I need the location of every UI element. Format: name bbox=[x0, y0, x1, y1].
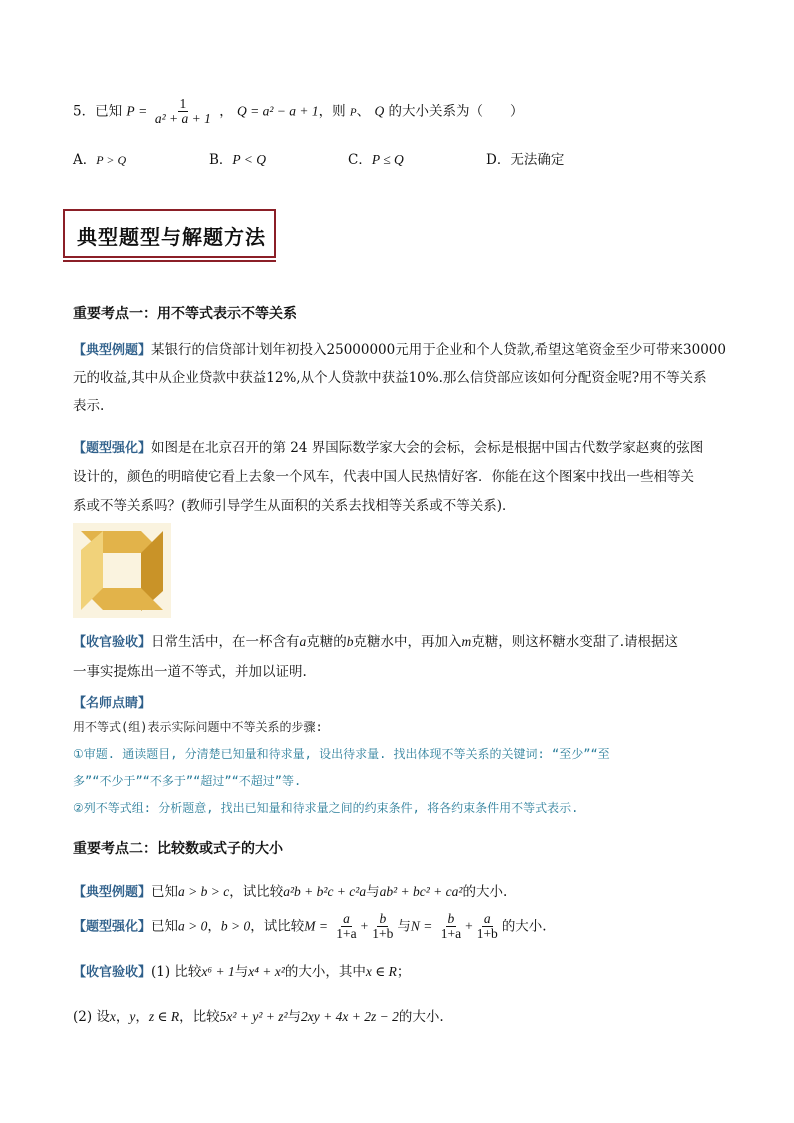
option-c bbox=[348, 148, 404, 168]
var-a: a bbox=[299, 634, 307, 649]
fraction-denominator: a² + a + 1 bbox=[154, 111, 211, 127]
math-eq: = bbox=[138, 103, 147, 119]
question-number: 5． bbox=[73, 103, 96, 120]
option-b bbox=[209, 148, 266, 168]
math-q-expr: Q = a² − a + 1 bbox=[236, 103, 319, 119]
var-b: b bbox=[346, 634, 354, 649]
point1-check-line1 bbox=[73, 630, 678, 650]
point1-example-line2: 元的收益,其中从企业贷款中获益12%,从个人贷款中获益10%.那么信贷部应该如何分配资金呢?用不等关系 bbox=[73, 370, 707, 386]
fraction-numerator: 1 bbox=[179, 96, 187, 111]
check-text: (2) 设 bbox=[73, 1009, 110, 1025]
math-expr1: x⁶ + 1 bbox=[201, 964, 235, 979]
strength-text: 的大小. bbox=[501, 918, 547, 935]
point2-example bbox=[73, 880, 507, 900]
separator: ， bbox=[135, 1009, 149, 1025]
fraction-b bbox=[370, 912, 395, 942]
fraction-numerator: a bbox=[483, 911, 491, 926]
check-text: 的大小. bbox=[398, 1009, 444, 1025]
tips-step1-line1: ①审题. 通读题目, 分清楚已知量和待求量, 设出待求量. 找出体现不等关系的关键词: “至少”“至 bbox=[73, 747, 610, 761]
var-z: z ∈ R bbox=[148, 1009, 180, 1024]
question-5 bbox=[73, 97, 524, 127]
example-text: 已知 bbox=[151, 884, 179, 900]
check-text: (1) 比较 bbox=[151, 964, 202, 980]
figure-center-square bbox=[111, 560, 133, 581]
check-text: ； bbox=[396, 964, 411, 980]
var-x: x bbox=[109, 1009, 116, 1024]
check-text: 克糖，则这杯糖水变甜了.请根据这 bbox=[471, 634, 679, 650]
math-q: Q bbox=[374, 103, 385, 119]
fraction-denominator: 1+b bbox=[372, 926, 394, 942]
fraction-denominator: 1+a bbox=[336, 926, 357, 942]
strength-text: 如图是在北京召开的第 24 界国际数学家大会的会标，会标是根据中国古代数学家赵爽的弦图 bbox=[151, 440, 704, 456]
separator: ， bbox=[207, 918, 221, 935]
math-expr2: ab² + bc² + ca² bbox=[379, 884, 463, 899]
point1-strength-line2: 设计的，颜色的明暗使它看上去象一个风车，代表中国人民热情好客．你能在这个图案中找出一些相等关 bbox=[73, 469, 694, 485]
fraction-numerator: a bbox=[343, 911, 350, 926]
check-text: 克糖水中，再加入 bbox=[353, 634, 462, 650]
fraction-denominator: 1+a bbox=[440, 926, 462, 942]
example-tag: 【典型例题】 bbox=[73, 343, 152, 358]
fraction-denominator: 1+b bbox=[476, 926, 498, 942]
math-cond: x ∈ R bbox=[365, 964, 397, 979]
option-label: D． bbox=[486, 152, 511, 168]
math-cond2: b > 0 bbox=[220, 918, 251, 934]
var-y: y bbox=[129, 1009, 136, 1024]
option-label: C． bbox=[348, 152, 372, 168]
question-suffix: 的大小关系为（ ） bbox=[384, 103, 524, 120]
math-expr2: x⁴ + x² bbox=[248, 964, 285, 979]
comma: ， bbox=[219, 103, 233, 120]
tips-step1-line2: 多”“不少于”“不多于”“超过”“不超过”等. bbox=[73, 774, 302, 788]
point1-strength-line1 bbox=[73, 436, 703, 456]
point2-strength bbox=[73, 912, 547, 942]
math-expr1: a²b + b²c + c²a bbox=[283, 884, 367, 899]
fraction-p bbox=[153, 97, 213, 127]
check-text: 的大小，其中 bbox=[284, 964, 366, 980]
check-text: 与 bbox=[287, 1009, 302, 1025]
check-text: 克糖的 bbox=[306, 634, 347, 650]
point1-check-line2: 一事实提炼出一道不等式，并加以证明. bbox=[73, 664, 307, 680]
strength-text: ，试比较 bbox=[250, 918, 305, 935]
math-n: N = bbox=[410, 918, 433, 934]
strength-text: 与 bbox=[397, 918, 411, 935]
fraction-a bbox=[334, 912, 358, 942]
math-m: M = bbox=[304, 918, 328, 934]
strength-tag: 【题型强化】 bbox=[73, 919, 152, 935]
option-expr: 无法确定 bbox=[510, 152, 565, 168]
example-text: 与 bbox=[366, 884, 380, 900]
option-label: B． bbox=[209, 152, 233, 168]
example-text: 某银行的信贷部计划年初投入25000000元用于企业和个人贷款,希望这笔资金至少可带来30000 bbox=[151, 342, 726, 358]
tips-tag: 【名师点睛】 bbox=[73, 696, 152, 711]
fraction-numerator: b bbox=[379, 911, 387, 926]
check-text: 日常生活中，在一杯含有 bbox=[151, 634, 300, 650]
option-expr: P < Q bbox=[232, 152, 267, 167]
point1-example-line3: 表示. bbox=[73, 398, 105, 414]
point1-example-line1 bbox=[73, 338, 726, 358]
var-m: m bbox=[461, 634, 472, 649]
point2-check2 bbox=[73, 1005, 444, 1025]
strength-tag: 【题型强化】 bbox=[73, 441, 152, 456]
section-header-box bbox=[63, 209, 276, 258]
separator: 、 bbox=[356, 103, 371, 120]
fraction-numerator: b bbox=[447, 911, 455, 926]
example-text: ，试比较 bbox=[229, 884, 284, 900]
math-expr2: 2xy + 4x + 2z − 2 bbox=[301, 1009, 399, 1024]
point2-heading: 重要考点二：比较数或式子的大小 bbox=[73, 841, 283, 857]
section-title: 典型题型与解题方法 bbox=[77, 225, 266, 249]
option-label: A． bbox=[73, 152, 97, 168]
check-text: ，比较 bbox=[179, 1009, 220, 1025]
question-text: 已知 bbox=[95, 103, 123, 120]
point1-heading: 重要考点一：用不等式表示不等关系 bbox=[73, 306, 297, 322]
math-cond1: a > 0 bbox=[178, 918, 208, 934]
check-tag: 【收官验收】 bbox=[73, 635, 152, 650]
check-text: 与 bbox=[234, 964, 249, 980]
point1-strength-line3: 系或不等关系吗？(教师引导学生从面积的关系去找相等关系或不等关系)． bbox=[73, 498, 516, 514]
question-text-mid: ，则 bbox=[318, 103, 346, 120]
fraction-a2 bbox=[475, 912, 500, 942]
plus: + bbox=[360, 918, 369, 934]
example-tag: 【典型例题】 bbox=[73, 885, 152, 900]
plus: + bbox=[465, 918, 473, 934]
strength-text: 已知 bbox=[151, 918, 179, 935]
math-expr1: 5x² + y² + z² bbox=[219, 1009, 288, 1024]
check-tag: 【收官验收】 bbox=[73, 965, 152, 980]
option-d bbox=[486, 148, 564, 168]
option-expr: P ≤ Q bbox=[371, 152, 404, 167]
option-a bbox=[73, 148, 126, 168]
math-cond: a > b > c bbox=[178, 884, 230, 899]
math-p: P bbox=[126, 103, 135, 119]
math-p-small: P bbox=[349, 106, 357, 119]
point2-check1 bbox=[73, 960, 410, 980]
tips-intro: 用不等式(组)表示实际问题中不等关系的步骤: bbox=[73, 720, 323, 734]
fraction-b2 bbox=[439, 912, 463, 942]
windmill-figure bbox=[73, 523, 171, 618]
separator: ， bbox=[115, 1009, 130, 1025]
option-expr: P > Q bbox=[96, 153, 127, 167]
example-text: 的大小. bbox=[462, 884, 508, 900]
tips-step2: ②列不等式组: 分析题意, 找出已知量和待求量之间的约束条件, 将各约束条件用不等式表示. bbox=[73, 801, 579, 815]
